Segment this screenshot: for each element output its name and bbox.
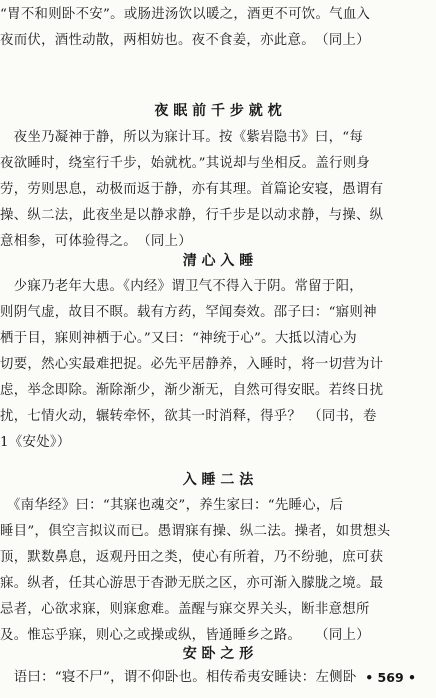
section-heading: 入 睡 二 法 <box>182 472 254 488</box>
text-line: 语曰：“寝不尸”，谓不仰卧也。相传希夷安睡诀：左侧卧 <box>0 670 357 685</box>
text-line: 夜欲睡时，绕室行千步，始就枕。”其说却与坐相反。盖行则身 <box>0 156 371 171</box>
text-line: “胃不和则卧不安”。或肠进汤饮以暖之，酒更不可饮。气血入 <box>0 7 371 22</box>
text-line: 切要，然心实最难把捉。必先平居静养，入睡时，将一切营为计 <box>0 357 384 372</box>
page-number: • 569 • <box>365 670 416 685</box>
text-line: 扰，七情火动，辗转牵怀，欲其一时消释，得乎？ （同书，卷 <box>0 409 377 424</box>
text-line: 操、纵二法，此夜坐是以静求静，行千步是以动求静，与操、纵 <box>0 208 384 223</box>
section-heading: 夜 眠 前 千 步 就 枕 <box>154 103 282 119</box>
text-line: 少寐乃老年大患。《内经》谓卫气不得入于阴。常留于阳， <box>0 279 363 294</box>
continued-paragraph <box>0 2 436 54</box>
text-line: 《南华经》曰：“其寐也魂交”，养生家曰：“先睡心，后 <box>0 498 344 513</box>
section-body <box>0 493 436 649</box>
text-line: 1《安处》） <box>0 435 71 450</box>
text-line: 夜坐乃凝神于静，所以为寐计耳。按《紫岩隐书》曰，“每 <box>0 130 364 145</box>
text-line: 夜而伏，酒性动散，两相妨也。夜不食姜，亦此意。 （同上） <box>0 33 370 48</box>
text-line: 寐。纵者，任其心游思于杳渺无朕之区，亦可渐入朦胧之境。最 <box>0 576 384 591</box>
section-heading: 安 卧 之 形 <box>182 646 254 662</box>
text-line: 则阴气虚，故目不瞑。载有方药，罕闻奏效。邵子曰：“寤则神 <box>0 305 377 320</box>
text-line: 意相参，可体验得之。 （同上） <box>0 234 192 249</box>
section-heading: 清 心 入 睡 <box>182 253 254 269</box>
text-line: 劳，劳则思息，动极而返于静，亦有其理。首篇论安寝，愚谓有 <box>0 182 384 197</box>
text-line: 忌者，心欲求寐，则寐愈难。盖醒与寐交界关头，断非意想所 <box>0 602 370 617</box>
section-body <box>0 125 436 255</box>
section-body <box>0 274 436 456</box>
text-line: 睡目”，俱空言拟议而已。愚谓寐有操、纵二法。操者，如贯想头 <box>0 524 391 539</box>
text-line: 虑，举念即除。渐除渐少，渐少渐无，自然可得安眠。若终日扰 <box>0 383 384 398</box>
text-line: 顶，默数鼻息，返观丹田之类，使心有所着，乃不纷驰，庶可获 <box>0 550 384 565</box>
text-line: 及。惟忘乎寐，则心之或操或纵，皆通睡乡之路。 （同上） <box>0 628 370 643</box>
text-line: 栖于目，寐则神栖于心。”又曰：“神统于心”。大抵以清心为 <box>0 331 358 346</box>
